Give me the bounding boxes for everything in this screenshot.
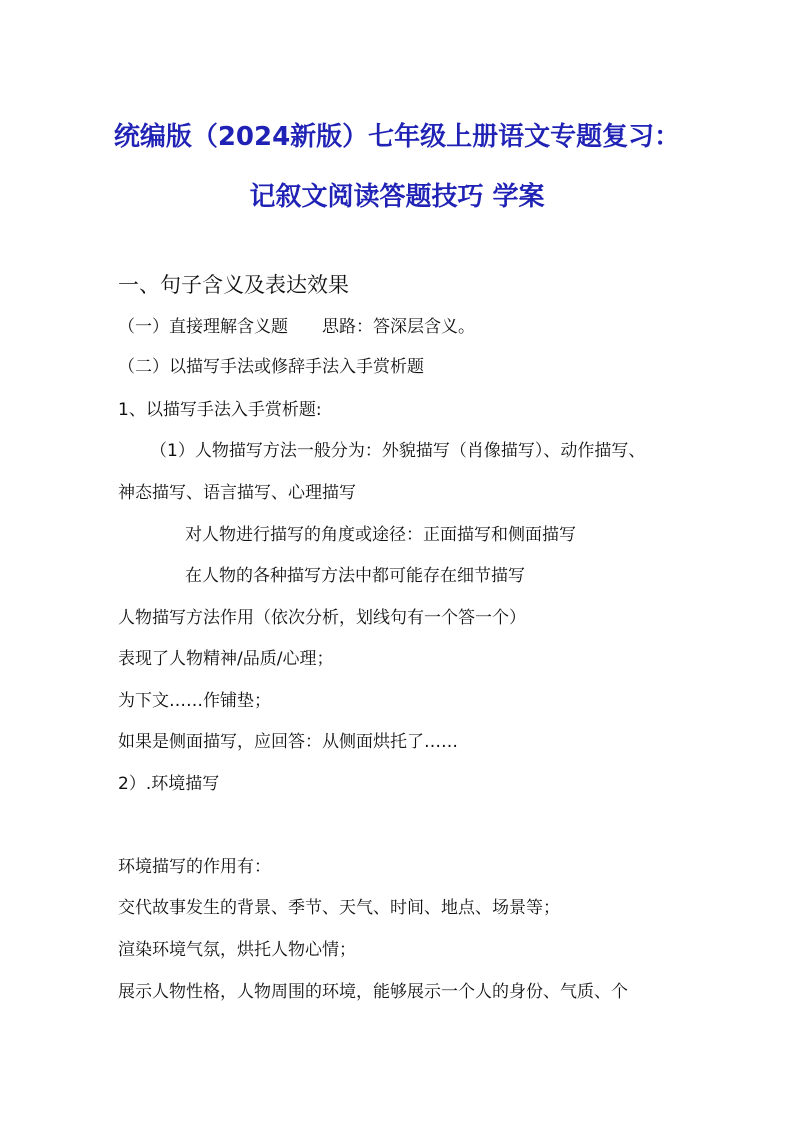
effect-item-3: 如果是侧面描写，应回答：从侧面烘托了…… [118, 732, 458, 752]
section-heading-1: 一、句子含义及表达效果 [118, 273, 349, 297]
item-2: 2）.环境描写 [118, 774, 220, 794]
effect-heading: 人物描写方法作用（依次分析，划线句有一个答一个） [118, 608, 526, 628]
detail-description-line: 在人物的各种描写方法中都可能存在细节描写 [185, 566, 525, 586]
item-1: 1、以描写手法入手赏析题: [118, 400, 322, 420]
environment-item-1: 交代故事发生的背景、季节、天气、时间、地点、场景等； [118, 898, 560, 918]
item-1-1-line-b: 神态描写、语言描写、心理描写 [118, 483, 356, 503]
environment-item-2: 渲染环境气氛，烘托人物心情； [118, 940, 356, 960]
effect-item-2: 为下文……作铺垫； [118, 691, 271, 711]
effect-item-1: 表现了人物精神/品质/心理； [118, 649, 334, 669]
description-angle-line: 对人物进行描写的角度或途径：正面描写和侧面描写 [185, 525, 576, 545]
environment-heading: 环境描写的作用有： [118, 857, 271, 877]
environment-item-3: 展示人物性格，人物周围的环境，能够展示一个人的身份、气质、个 [118, 982, 628, 1002]
item-1-1-line-a: （1）人物描写方法一般分为：外貌描写（肖像描写）、动作描写、 [150, 441, 646, 461]
subsection-2: （二）以描写手法或修辞手法入手赏析题 [118, 357, 424, 377]
document-title-line-1: 统编版（2024新版）七年级上册语文专题复习： [113, 122, 681, 152]
document-title-line-2: 记叙文阅读答题技巧 学案 [249, 182, 545, 212]
subsection-1: （一）直接理解含义题 思路：答深层含义。 [118, 317, 475, 337]
